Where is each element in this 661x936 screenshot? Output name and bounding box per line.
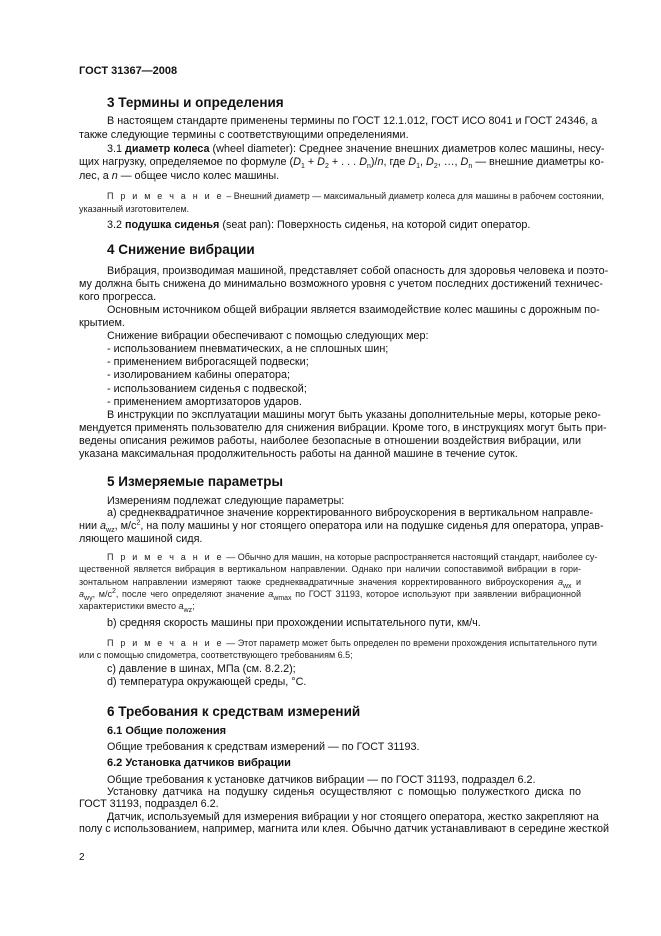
paragraph-line: Общие требования к средствам измерений — по ГОСТ 31193. (107, 741, 420, 753)
paragraph-line: Основным источником общей вибрации является взаимодействие колес машины с дорожным по- (107, 304, 600, 316)
paragraph-line: Установку датчика на подушку сиденья осуществляют с помощью полужесткого диска по (107, 786, 581, 798)
paragraph-line: указана максимальная продолжительность работы на данной машине в течение суток. (79, 448, 518, 460)
text-segment: n (468, 163, 473, 171)
text-segment: указанный изготовителем. (79, 204, 190, 214)
text-segment: a (100, 520, 107, 532)
note-line (107, 190, 604, 203)
paragraph-line: мендуется применять пользователю для снижения вибрации. Кроме того, в инструкциях могут быть при- (79, 422, 607, 434)
text-segment: wz (106, 527, 115, 535)
text-segment: ляющего машиной сидя. (79, 533, 203, 545)
text-segment: + . . . (328, 156, 360, 168)
section-3-heading: 3 Термины и определения (107, 95, 284, 110)
item-a-line (79, 519, 604, 535)
paragraph-line: кого прогресса. (79, 291, 157, 303)
text-segment: a) среднеквадратичное значение корректированного виброускорения в вертикальном направле- (107, 507, 594, 519)
text-segment: 1 (416, 163, 421, 171)
item-d: d) температура окружающей среды, °С. (107, 676, 307, 688)
text-segment: – Внешний диаметр — максимальный диаметр колеса для машины в рабочем состоянии, (223, 191, 604, 201)
text-segment: 3.1 (107, 143, 126, 155)
term-3-1-line (79, 156, 604, 171)
section-5-heading: 5 Измеряемые параметры (107, 474, 284, 489)
text-segment: )/ (370, 156, 378, 168)
text-segment: щих нагрузку, определяемое по формуле ( (79, 156, 294, 168)
text-segment: — общее число колес машины. (117, 170, 280, 182)
list-item: - использованием пневматических, а не сплошных шин; (107, 343, 389, 355)
text-segment: — Обычно для машин, на которые распространяется настоящий стандарт, наиболее су- (223, 552, 598, 562)
text-segment: n (377, 156, 384, 168)
text-segment: — Этот параметр может быть определен по времени прохождения испытательного пути (223, 638, 597, 648)
text-segment: 2 (324, 163, 329, 171)
paragraph-line: крытием. (79, 317, 125, 329)
paragraph-line: В инструкции по эксплуатации машины могут быть указаны дополнительные меры, которые реко- (107, 409, 601, 421)
list-item: - изолированием кабины оператора; (107, 369, 290, 381)
text-segment: wy (84, 594, 93, 602)
section-6-heading: 6 Требования к средствам измерений (107, 704, 361, 719)
text-segment: по ГОСТ 31193, которое используют при заявлении вибрационной (291, 589, 581, 599)
text-segment: a (268, 589, 274, 599)
paragraph-line: Измерениям подлежат следующие параметры: (107, 495, 345, 507)
text-segment: + (304, 156, 318, 168)
text-segment: лес, а (79, 170, 112, 182)
text-segment: wz (183, 606, 193, 614)
text-segment: 1 (300, 163, 305, 171)
text-segment: n (111, 170, 118, 182)
term-3-1-line (107, 143, 605, 156)
text-segment: D (317, 156, 325, 168)
paragraph-line: Вибрация, производимая машиной, представляет собой опасность для здоровья человека и поэто- (107, 265, 609, 277)
text-segment: или с помощью спидометра, соответствующего требованиям 6.5; (79, 650, 353, 660)
paragraph-line: му должна быть снижена до минимально возможного уровня с учетом последних достижений техничес- (79, 278, 604, 290)
item-b: b) средняя скорость машины при прохождении испытательного пути, км/ч. (107, 617, 481, 629)
page-number: 2 (79, 852, 85, 863)
text-segment: D (408, 156, 417, 168)
text-segment: a (178, 601, 184, 611)
paragraph-line: Общие требования к установке датчиков вибрации — по ГОСТ 31193, подраздел 6.2. (107, 774, 536, 786)
term-name: подушка сиденья (125, 219, 220, 231)
section-4-heading: 4 Снижение вибрации (107, 242, 255, 257)
list-item: - использованием сиденья с подвеской; (107, 383, 307, 395)
note-line (79, 649, 581, 662)
text-segment: (wheel diameter): Среднее значение внешних диаметров колес машины, несу- (209, 143, 605, 155)
subsection-6-1-heading: 6.1 Общие положения (107, 725, 227, 737)
text-segment: 2 (136, 519, 141, 527)
text-segment: D (426, 156, 434, 168)
text-segment: щественной является вибрация в вертикальном направлении. Однако при наличии сопоставимой вибрации в гори- (79, 564, 581, 574)
list-item: - применением виброгасящей подвески; (107, 356, 309, 368)
text-segment: D (359, 156, 367, 168)
document-header: ГОСТ 31367—2008 (79, 65, 178, 77)
note-line (79, 203, 581, 216)
note-label: П р и м е ч а н и е (107, 552, 224, 562)
text-segment: и (571, 577, 581, 587)
text-segment: 2 (111, 588, 116, 595)
text-segment: a (557, 577, 563, 587)
text-segment: зонтальном направлении измеряют также среднеквадратичные значения корректированного виброускорения (79, 577, 558, 587)
item-a-line (107, 507, 594, 520)
text-segment: 2 (433, 163, 438, 171)
paragraph-line: также следующие термины с соответствующими определениями. (79, 129, 409, 141)
subsection-6-2-heading: 6.2 Установка датчиков вибрации (107, 757, 291, 769)
text-segment: n (367, 163, 371, 171)
text-segment: 3.2 (107, 219, 126, 231)
text-segment: нии (79, 520, 101, 532)
text-segment: , м/с (114, 520, 137, 532)
item-c: c) давление в шинах, МПа (см. 8.2.2); (107, 663, 296, 675)
text-segment: , где (383, 156, 409, 168)
term-3-2-line (107, 219, 581, 232)
paragraph-line: полу с использованием, например, магнита или клея. Обычно датчик устанавливают в середине жесткой (79, 823, 610, 835)
text-segment: D (460, 156, 469, 168)
list-item: - применением амортизаторов ударов. (107, 396, 302, 408)
text-segment: , на полу машины у ног стоящего оператора или на подушке сиденья для оператора, управ- (140, 520, 604, 532)
note-label: П р и м е ч а н и е (107, 638, 224, 648)
paragraph-line: В настоящем стандарте применены термины по ГОСТ 12.1.012, ГОСТ ИСО 8041 и ГОСТ 24346, а (107, 115, 598, 127)
term-name: диаметр колеса (125, 143, 210, 155)
paragraph-line: ведены описания режимов работы, наиболее безопасные в отношении воздействия вибрации, или (79, 435, 581, 447)
paragraph-line: ГОСТ 31193, подраздел 6.2. (79, 798, 219, 810)
item-a-line (79, 533, 581, 546)
paragraph-line: Снижение вибрации обеспечивают с помощью следующих мер: (107, 330, 429, 342)
note-label: П р и м е ч а н и е (107, 191, 224, 201)
term-3-1-line (79, 170, 581, 183)
text-segment: , …, (437, 156, 461, 168)
text-segment: ; (192, 601, 195, 611)
paragraph-line: Датчик, используемый для измерения вибрации у ног стоящего оператора, жестко закрепляют на (107, 811, 599, 823)
text-segment: (seat pan): Поверхность сиденья, на которой сидит оператор. (219, 219, 531, 231)
text-segment: , (420, 156, 427, 168)
text-segment: wmax (273, 594, 292, 602)
text-segment: характеристики вместо (79, 601, 179, 611)
text-segment: wx (562, 582, 572, 590)
text-segment: D (293, 156, 301, 168)
text-segment: a (79, 589, 85, 599)
text-segment: , после чего определяют значение (115, 589, 269, 599)
text-segment: , м/с (92, 589, 112, 599)
text-segment: — внешние диаметры ко- (472, 156, 604, 168)
note-line (79, 563, 581, 576)
note-line (79, 600, 581, 613)
